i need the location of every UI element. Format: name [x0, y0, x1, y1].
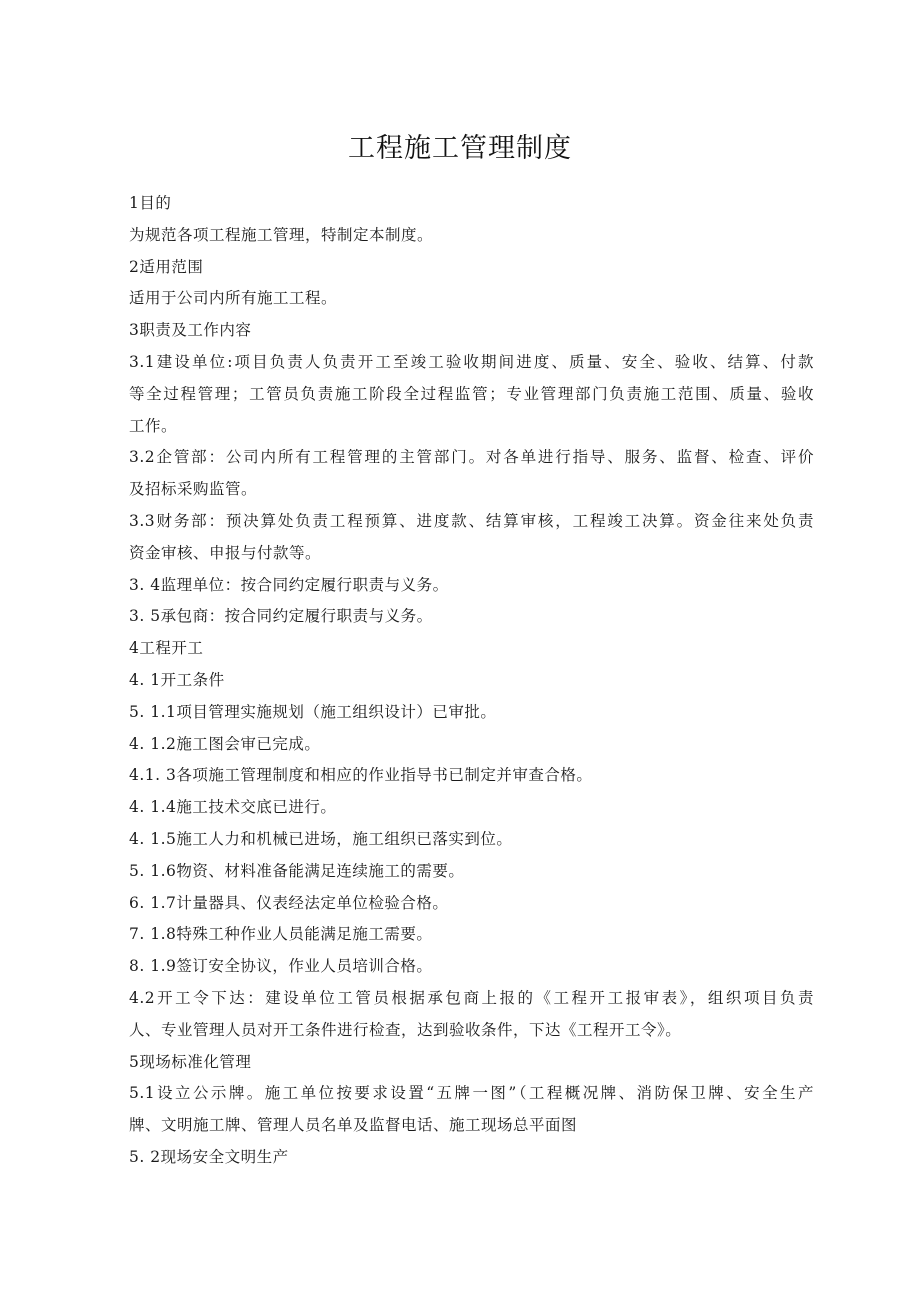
section-heading: 2适用范围 [129, 257, 204, 276]
paragraph-line: 4.2开工令下达：建设单位工管员根据承包商上报的《工程开工报审表》，组织项目负责 [129, 988, 814, 1007]
section-heading: 1目的 [129, 194, 172, 212]
paragraph-line: 7. 1.8特殊工种作业人员能满足施工需要。 [129, 925, 433, 944]
subsection-heading: 4. 1开工条件 [129, 670, 225, 689]
paragraph-line: 牌、文明施工牌、管理人员名单及监督电话、施工现场总平面图 [129, 1116, 578, 1135]
paragraph-line: 3. 5承包商：按合同约定履行职责与义务。 [129, 607, 433, 626]
section-heading: 5现场标准化管理 [129, 1052, 252, 1071]
paragraph-line: 5. 1.1项目管理实施规划（施工组织设计）已审批。 [129, 702, 497, 721]
paragraph-line: 5.1设立公示牌。施工单位按要求设置“五牌一图”（工程概况牌、消防保卫牌、安全生产 [129, 1084, 814, 1103]
section-heading: 4工程开工 [129, 639, 204, 658]
document-body [129, 188, 814, 1174]
paragraph-line: 4.1. 3各项施工管理制度和相应的作业指导书已制定并审查合格。 [129, 766, 593, 785]
paragraph-line: 适用于公司内所有施工工程。 [129, 289, 338, 308]
section-heading: 3职责及工作内容 [129, 321, 252, 340]
paragraph-line: 3.3财务部：预决算处负责工程预算、进度款、结算审核，工程竣工决算。资金往来处负责 [129, 511, 814, 530]
paragraph-line: 6. 1.7计量器具、仪表经法定单位检验合格。 [129, 893, 449, 912]
paragraph-line: 工作。 [129, 416, 178, 435]
paragraph-line: 3. 4监理单位：按合同约定履行职责与义务。 [129, 575, 449, 594]
paragraph-line: 3.1建设单位:项目负责人负责开工至竣工验收期间进度、质量、安全、验收、结算、付款 [129, 352, 814, 371]
paragraph-line: 4. 1.5施工人力和机械已进场，施工组织已落实到位。 [129, 829, 513, 848]
paragraph-line: 3.2企管部：公司内所有工程管理的主管部门。对各单进行指导、服务、监督、检查、评价 [129, 448, 814, 467]
paragraph-line: 4. 1.4施工技术交底已进行。 [129, 798, 337, 817]
paragraph-line: 及招标采购监管。 [129, 480, 258, 499]
paragraph-line: 5. 1.6物资、材料准备能满足连续施工的需要。 [129, 861, 465, 880]
paragraph-line: 8. 1.9签订安全协议，作业人员培训合格。 [129, 957, 433, 976]
paragraph-line: 人、专业管理人员对开工条件进行检查，达到验收条件，下达《工程开工令》。 [129, 1020, 682, 1039]
paragraph-line: 4. 1.2施工图会审已完成。 [129, 734, 321, 753]
document-title: 工程施工管理制度 [348, 133, 572, 164]
subsection-heading: 5. 2现场安全文明生产 [129, 1147, 289, 1166]
paragraph-line: 等全过程管理；工管员负责施工阶段全过程监管；专业管理部门负责施工范围、质量、验收 [129, 384, 814, 403]
paragraph-line: 资金审核、申报与付款等。 [129, 543, 322, 562]
paragraph-line: 为规范各项工程施工管理，特制定本制度。 [129, 225, 434, 244]
